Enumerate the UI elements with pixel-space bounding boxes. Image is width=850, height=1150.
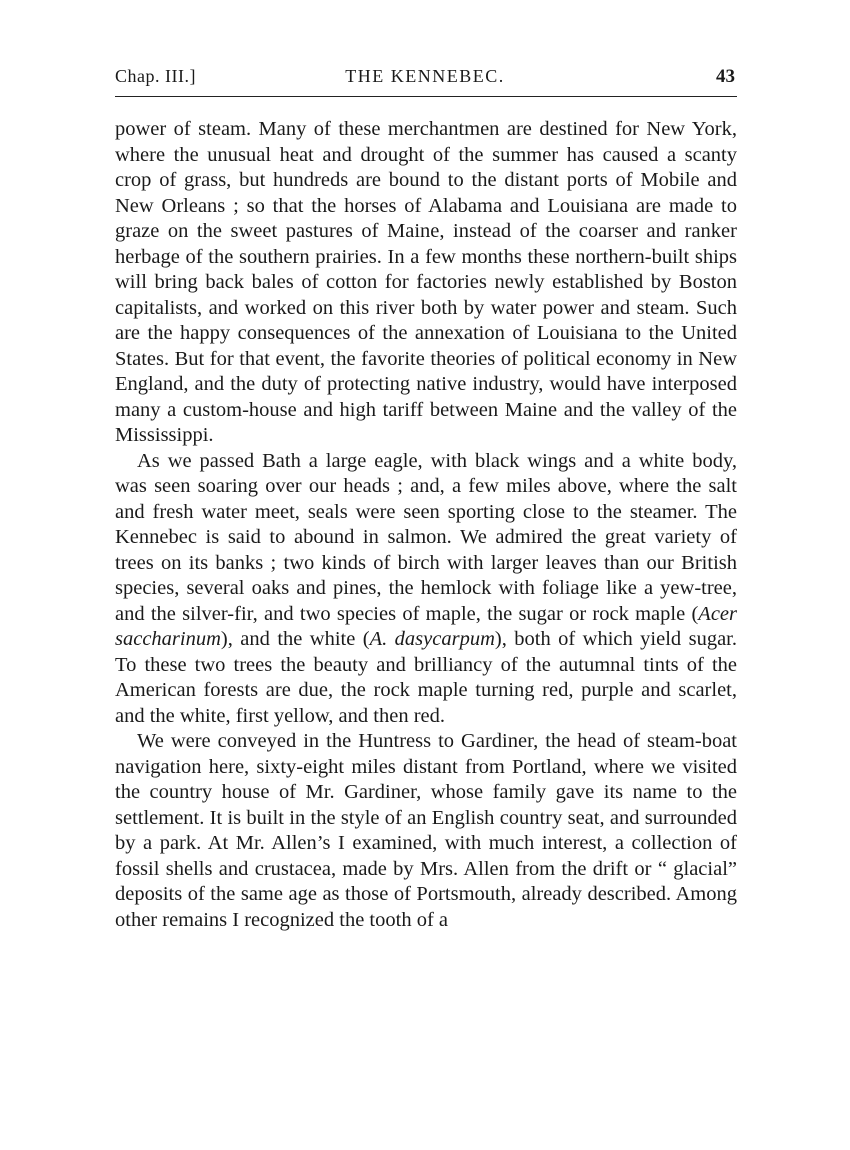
chapter-label: Chap. III.] [115, 66, 196, 86]
paragraph-text: power of steam. Many of these merchantmen are destined for New York, where the unusual heat and drought of the summer has caused a scanty crop of grass, but hundreds are bound to the distant ports of Mobile and New Orleans ; so that the horses of Alabama and Louisiana are made to graze on the sweet pastures of Maine, instead of the coarser and ranker herbage of the southern prairies. In a few months these northern-built ships will bring back bales of cotton for factories newly established by Boston capitalists, and worked on this river both by water power and steam. Such are the happy consequences of the annexation of Louisiana to the United States. But for that event, the favorite theories of political economy in New England, and the duty of protecting native industry, would have interposed many a custom-house and high tariff between Maine and the valley of the Mississippi. [115, 118, 737, 446]
running-head [115, 62, 735, 92]
species-name-italic: A. dasycarpum [369, 628, 495, 650]
paragraph-text: As we passed Bath a large eagle, with black wings and a white body, was seen soaring over our heads ; and, a few miles above, where the salt and fresh water meet, seals were seen sporting close to the steamer. The Kennebec is said to abound in salmon. We admired the great variety of trees on its banks ; two kinds of birch with larger leaves than our British species, several oaks and pines, the hemlock with foliage like a yew-tree, and the silver-fir, and two species of maple, the sugar or rock maple ( [115, 449, 737, 625]
paragraph-text: We were conveyed in the Huntress to Gardiner, the head of steam-boat navigation here, sixty-eight miles distant from Portland, where we visited the country house of Mr. Gardiner, whose family gave its name to the settlement. It is built in the style of an English country seat, and surrounded by a park. At Mr. Allen’s I examined, with much interest, a collection of fossil shells and crustacea, made by Mrs. Allen from the drift or “ glacial” deposits of the same age as those of Portsmouth, already described. Among other remains I recognized the tooth of a [115, 730, 737, 931]
page-number: 43 [716, 66, 735, 87]
species-name-italic: Acer saccharinum [115, 602, 737, 650]
paragraph [115, 729, 737, 933]
paragraph [115, 117, 737, 449]
running-title: THE KENNEBEC. [345, 66, 505, 86]
paragraph-text: ), and the white ( [220, 628, 370, 650]
body-text [115, 117, 737, 933]
header-rule [115, 96, 737, 97]
paragraph-text: ), both of which yield sugar. To these two trees the beauty and brilliancy of the autumnal tints of the American forests are due, the rock maple turning red, purple and scarlet, and the white, first yellow, and then red. [115, 628, 737, 727]
paragraph [115, 449, 737, 730]
